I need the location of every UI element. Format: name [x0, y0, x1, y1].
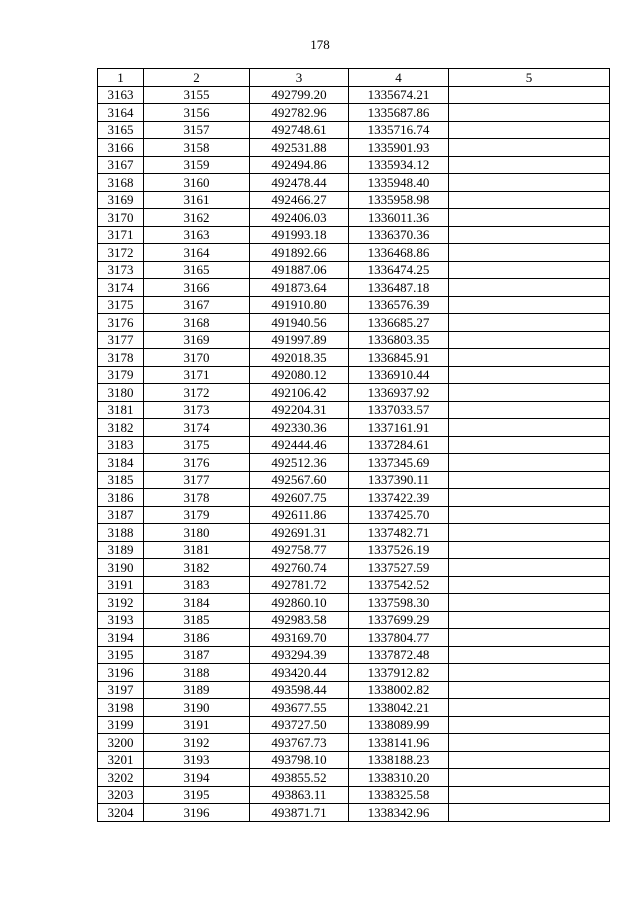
table-cell: 3196: [144, 804, 250, 822]
table-cell: 1337284.61: [349, 436, 449, 454]
table-cell: 3189: [144, 681, 250, 699]
table-row: [98, 384, 610, 402]
table-header-row: [98, 69, 610, 87]
table-cell: 3164: [144, 244, 250, 262]
table-row: [98, 349, 610, 367]
table-cell: 493863.11: [250, 786, 349, 804]
table-cell: 1337425.70: [349, 506, 449, 524]
table-cell: 492782.96: [250, 104, 349, 122]
column-header: 1: [98, 69, 144, 87]
table-cell: 491873.64: [250, 279, 349, 297]
table-cell: 1338002.82: [349, 681, 449, 699]
table-cell: 492478.44: [250, 174, 349, 192]
table-row: [98, 699, 610, 717]
table-cell: 492607.75: [250, 489, 349, 507]
table-cell: 3193: [144, 751, 250, 769]
table-cell: 492748.61: [250, 121, 349, 139]
table-cell: 1336910.44: [349, 366, 449, 384]
table-cell: 3181: [144, 541, 250, 559]
table-cell: [449, 209, 610, 227]
table-cell: 3201: [98, 751, 144, 769]
table-cell: 1336474.25: [349, 261, 449, 279]
table-cell: 3192: [98, 594, 144, 612]
table-cell: 3185: [98, 471, 144, 489]
table-cell: 3166: [144, 279, 250, 297]
table-row: [98, 506, 610, 524]
table-cell: 3162: [144, 209, 250, 227]
table-cell: 1338042.21: [349, 699, 449, 717]
table-cell: 3166: [98, 139, 144, 157]
table-cell: 3172: [144, 384, 250, 402]
table-cell: 3191: [144, 716, 250, 734]
table-row: [98, 489, 610, 507]
table-cell: 3183: [144, 576, 250, 594]
table-cell: 1337161.91: [349, 419, 449, 437]
table-cell: [449, 664, 610, 682]
table-cell: 493677.55: [250, 699, 349, 717]
table-cell: 492567.60: [250, 471, 349, 489]
table-row: [98, 436, 610, 454]
column-header: 3: [250, 69, 349, 87]
table-row: [98, 611, 610, 629]
table-cell: 1338089.99: [349, 716, 449, 734]
table-row: [98, 576, 610, 594]
table-cell: 3178: [98, 349, 144, 367]
table-row: [98, 681, 610, 699]
table-cell: 3190: [98, 559, 144, 577]
table-cell: 3174: [144, 419, 250, 437]
table-cell: 3186: [144, 629, 250, 647]
table-cell: 491997.89: [250, 331, 349, 349]
table-cell: 3180: [98, 384, 144, 402]
table-cell: 3176: [98, 314, 144, 332]
table-cell: [449, 86, 610, 104]
table-cell: 3202: [98, 769, 144, 787]
table-cell: 3172: [98, 244, 144, 262]
table-cell: 1338342.96: [349, 804, 449, 822]
table-cell: 3193: [98, 611, 144, 629]
table-cell: 3173: [144, 401, 250, 419]
table-cell: [449, 314, 610, 332]
table-cell: 3157: [144, 121, 250, 139]
table-cell: 492781.72: [250, 576, 349, 594]
table-cell: [449, 681, 610, 699]
table-cell: 1336803.35: [349, 331, 449, 349]
table-cell: [449, 734, 610, 752]
table-cell: 492531.88: [250, 139, 349, 157]
table-cell: 1335674.21: [349, 86, 449, 104]
table-cell: [449, 611, 610, 629]
table-cell: 3204: [98, 804, 144, 822]
table-cell: 3184: [98, 454, 144, 472]
table-cell: 1338141.96: [349, 734, 449, 752]
table-row: [98, 209, 610, 227]
table-cell: 3181: [98, 401, 144, 419]
table-cell: 493767.73: [250, 734, 349, 752]
table-row: [98, 804, 610, 822]
table-cell: [449, 191, 610, 209]
table-cell: 3156: [144, 104, 250, 122]
table-row: [98, 314, 610, 332]
table-cell: [449, 436, 610, 454]
table-cell: 493169.70: [250, 629, 349, 647]
table-cell: [449, 804, 610, 822]
table-cell: 3171: [98, 226, 144, 244]
table-cell: 492018.35: [250, 349, 349, 367]
table-cell: 1335958.98: [349, 191, 449, 209]
table-row: [98, 366, 610, 384]
table-cell: 3188: [144, 664, 250, 682]
table-cell: [449, 594, 610, 612]
table-cell: 493855.52: [250, 769, 349, 787]
table-cell: 3173: [98, 261, 144, 279]
table-cell: 3183: [98, 436, 144, 454]
table-cell: 1336576.39: [349, 296, 449, 314]
table-row: [98, 594, 610, 612]
table-cell: 1337699.29: [349, 611, 449, 629]
table-cell: 3192: [144, 734, 250, 752]
table-cell: 492106.42: [250, 384, 349, 402]
table-cell: 491887.06: [250, 261, 349, 279]
table-row: [98, 471, 610, 489]
table-cell: 3170: [98, 209, 144, 227]
table-cell: [449, 139, 610, 157]
table-cell: 3160: [144, 174, 250, 192]
table-cell: 3189: [98, 541, 144, 559]
table-cell: 1336845.91: [349, 349, 449, 367]
table-cell: [449, 104, 610, 122]
table-cell: 1335716.74: [349, 121, 449, 139]
table-cell: 3199: [98, 716, 144, 734]
table-cell: 3169: [144, 331, 250, 349]
table-cell: 3163: [144, 226, 250, 244]
table-row: [98, 716, 610, 734]
table-cell: 1337526.19: [349, 541, 449, 559]
table-cell: [449, 156, 610, 174]
table-cell: 492466.27: [250, 191, 349, 209]
table-cell: 3176: [144, 454, 250, 472]
table-row: [98, 401, 610, 419]
table-cell: 1338310.20: [349, 769, 449, 787]
table-cell: 492691.31: [250, 524, 349, 542]
table-row: [98, 751, 610, 769]
table-cell: 1337390.11: [349, 471, 449, 489]
table-cell: [449, 541, 610, 559]
table-cell: 1335934.12: [349, 156, 449, 174]
table-cell: [449, 349, 610, 367]
table-cell: 3191: [98, 576, 144, 594]
table-cell: 3174: [98, 279, 144, 297]
table-cell: 1337804.77: [349, 629, 449, 647]
table-cell: 492406.03: [250, 209, 349, 227]
table-cell: [449, 506, 610, 524]
table-row: [98, 454, 610, 472]
table-cell: 3203: [98, 786, 144, 804]
table-cell: [449, 121, 610, 139]
table-body: [98, 86, 610, 821]
table-cell: 492758.77: [250, 541, 349, 559]
table-row: [98, 786, 610, 804]
table-cell: 1337598.30: [349, 594, 449, 612]
table-cell: 492611.86: [250, 506, 349, 524]
table-row: [98, 646, 610, 664]
table-cell: [449, 489, 610, 507]
table-cell: 3175: [144, 436, 250, 454]
table-cell: 3177: [144, 471, 250, 489]
table-cell: 1335948.40: [349, 174, 449, 192]
table-cell: [449, 331, 610, 349]
column-header: 2: [144, 69, 250, 87]
table-cell: [449, 226, 610, 244]
table-cell: 3187: [98, 506, 144, 524]
table-cell: 1337482.71: [349, 524, 449, 542]
table-cell: 493598.44: [250, 681, 349, 699]
table-cell: 492983.58: [250, 611, 349, 629]
table-cell: 1337033.57: [349, 401, 449, 419]
table-row: [98, 104, 610, 122]
table-cell: 3196: [98, 664, 144, 682]
table-cell: 3179: [98, 366, 144, 384]
table-cell: [449, 419, 610, 437]
table-row: [98, 139, 610, 157]
table-cell: [449, 716, 610, 734]
page-number: 178: [310, 37, 330, 52]
table-row: [98, 296, 610, 314]
table-cell: 3164: [98, 104, 144, 122]
table-cell: 3158: [144, 139, 250, 157]
table-row: [98, 86, 610, 104]
table-cell: [449, 629, 610, 647]
table-row: [98, 629, 610, 647]
table-cell: [449, 646, 610, 664]
table-cell: 3185: [144, 611, 250, 629]
table-cell: 3186: [98, 489, 144, 507]
table-cell: 1337912.82: [349, 664, 449, 682]
table-cell: 1337345.69: [349, 454, 449, 472]
column-header: 5: [449, 69, 610, 87]
table-cell: 3168: [98, 174, 144, 192]
table-cell: 1336468.86: [349, 244, 449, 262]
table-cell: 491910.80: [250, 296, 349, 314]
table-cell: 3175: [98, 296, 144, 314]
table-row: [98, 541, 610, 559]
table-cell: 3170: [144, 349, 250, 367]
table-cell: 1337527.59: [349, 559, 449, 577]
table-cell: 3167: [98, 156, 144, 174]
table-cell: 491940.56: [250, 314, 349, 332]
table-cell: 3178: [144, 489, 250, 507]
table-cell: 3200: [98, 734, 144, 752]
table-cell: [449, 174, 610, 192]
table-cell: [449, 261, 610, 279]
table-cell: 492512.36: [250, 454, 349, 472]
table-cell: 492444.46: [250, 436, 349, 454]
table-cell: [449, 454, 610, 472]
table-cell: 491993.18: [250, 226, 349, 244]
table-cell: 3161: [144, 191, 250, 209]
table-cell: 492080.12: [250, 366, 349, 384]
table-row: [98, 524, 610, 542]
table-row: [98, 331, 610, 349]
table-cell: 3165: [98, 121, 144, 139]
table-cell: [449, 576, 610, 594]
table-cell: 3177: [98, 331, 144, 349]
table-cell: 1335687.86: [349, 104, 449, 122]
table-cell: 3195: [144, 786, 250, 804]
table-cell: 3197: [98, 681, 144, 699]
table-cell: [449, 471, 610, 489]
table-cell: 3167: [144, 296, 250, 314]
table-cell: [449, 244, 610, 262]
table-cell: 1337542.52: [349, 576, 449, 594]
table-cell: 3187: [144, 646, 250, 664]
table-cell: 3182: [144, 559, 250, 577]
table-cell: 3182: [98, 419, 144, 437]
table-cell: 493294.39: [250, 646, 349, 664]
table-cell: 3194: [144, 769, 250, 787]
table-row: [98, 156, 610, 174]
table-cell: 493727.50: [250, 716, 349, 734]
table-cell: 3184: [144, 594, 250, 612]
table-row: [98, 244, 610, 262]
table-cell: 1337422.39: [349, 489, 449, 507]
table-cell: 3163: [98, 86, 144, 104]
table-row: [98, 559, 610, 577]
table-cell: 1336487.18: [349, 279, 449, 297]
table-cell: 1336937.92: [349, 384, 449, 402]
table-cell: [449, 366, 610, 384]
table-cell: 3168: [144, 314, 250, 332]
table-row: [98, 226, 610, 244]
table-cell: 3188: [98, 524, 144, 542]
table-row: [98, 734, 610, 752]
table-cell: 491892.66: [250, 244, 349, 262]
table-row: [98, 419, 610, 437]
table-cell: 3194: [98, 629, 144, 647]
table-cell: [449, 279, 610, 297]
table-row: [98, 191, 610, 209]
table-row: [98, 174, 610, 192]
table-cell: 3155: [144, 86, 250, 104]
table-cell: [449, 401, 610, 419]
table-row: [98, 769, 610, 787]
table-cell: 1336685.27: [349, 314, 449, 332]
table-cell: 1335901.93: [349, 139, 449, 157]
table-cell: [449, 769, 610, 787]
table-cell: 492799.20: [250, 86, 349, 104]
table-cell: 3198: [98, 699, 144, 717]
table-cell: 3190: [144, 699, 250, 717]
table-cell: 1338325.58: [349, 786, 449, 804]
table-cell: 493420.44: [250, 664, 349, 682]
table-cell: 1337872.48: [349, 646, 449, 664]
table-cell: 3195: [98, 646, 144, 664]
table-cell: [449, 384, 610, 402]
table-cell: 3159: [144, 156, 250, 174]
table-cell: [449, 296, 610, 314]
table-cell: [449, 786, 610, 804]
table-cell: 492860.10: [250, 594, 349, 612]
column-header: 4: [349, 69, 449, 87]
coordinates-table: [97, 68, 610, 822]
table-cell: 3179: [144, 506, 250, 524]
table-cell: 493871.71: [250, 804, 349, 822]
table-cell: 3171: [144, 366, 250, 384]
table-cell: [449, 751, 610, 769]
table-cell: 1338188.23: [349, 751, 449, 769]
table-cell: 492204.31: [250, 401, 349, 419]
table-cell: 492760.74: [250, 559, 349, 577]
table-cell: [449, 559, 610, 577]
table-row: [98, 664, 610, 682]
table-cell: 492494.86: [250, 156, 349, 174]
table-cell: 1336370.36: [349, 226, 449, 244]
table-cell: 493798.10: [250, 751, 349, 769]
table-cell: 492330.36: [250, 419, 349, 437]
table-cell: [449, 524, 610, 542]
table-row: [98, 121, 610, 139]
table-cell: 1336011.36: [349, 209, 449, 227]
table-cell: [449, 699, 610, 717]
table-cell: 3165: [144, 261, 250, 279]
table-row: [98, 261, 610, 279]
table-row: [98, 279, 610, 297]
table-cell: 3169: [98, 191, 144, 209]
table-cell: 3180: [144, 524, 250, 542]
